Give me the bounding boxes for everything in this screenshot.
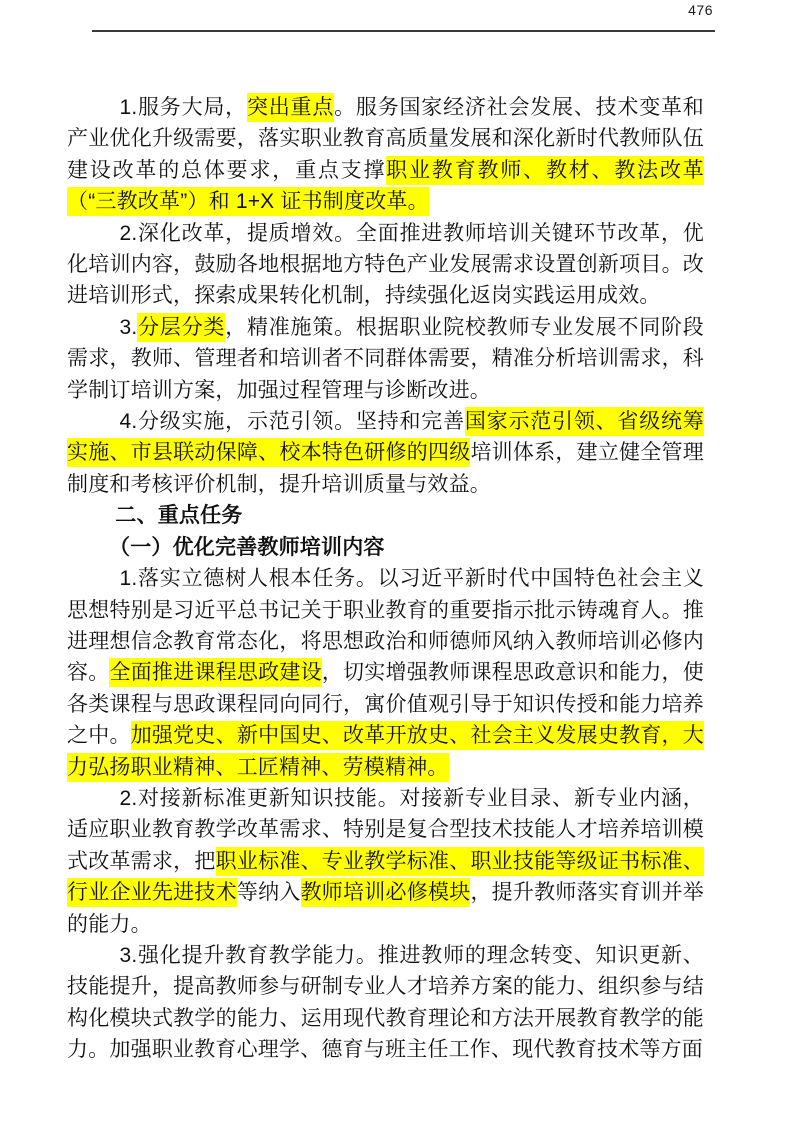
- text-run: 1.服务大局，: [119, 96, 247, 119]
- paragraph: [67, 783, 704, 940]
- highlighted-text: 国家示范引领、省级统筹实施、市县联动保障、校本特色研修的四级: [67, 407, 704, 467]
- paragraph: [67, 312, 704, 406]
- text-run: 3.: [119, 315, 138, 339]
- paragraph: [67, 563, 704, 783]
- text-run: 。服务国家经济社会发展、技术变革和产业优化升级需要，落实职业教育高质量发展和深化新时代教师队伍建设改革的总体要求，重点支撑: [67, 96, 704, 182]
- section-heading: 二、重点任务: [115, 504, 243, 528]
- page-header: [92, 0, 715, 33]
- text-run: ，精准施策。根据职业院校教师专业发展不同阶段需求，教师、管理者和培训者不同群体需要，精准分析培训需求，科学制订培训方案，加强过程管理与诊断改进。: [67, 315, 704, 402]
- highlighted-text: 全面推进课程思政建设: [109, 658, 321, 687]
- text-run: 2.对接新标准更新知识技能。对接新专业目录、新专业内涵，适应职业教育教学改革需求、特别是复合型技术技能人才培养培训模式改革需求，把: [67, 786, 704, 873]
- text-run: 4.分级实施，示范引领。坚持和完善: [119, 410, 465, 434]
- paragraph: [67, 92, 704, 218]
- highlighted-text: 加强党史、新中国史、改革开放史、社会主义发展史教育，大力弘扬职业精神、工匠精神、劳模精神。: [67, 721, 704, 781]
- highlighted-text: 突出重点: [247, 93, 334, 122]
- header-rule: [92, 30, 715, 32]
- text-run: 1.落实立德树人根本任务。以习近平新时代中国特色社会主义思想特别是习近平总书记关于职业教育的重要指示批示铸魂育人。推进理想信念教育常态化，将思想政治和师德师风纳入教师培训必修内容。: [67, 567, 704, 685]
- text-run: 等纳入: [236, 881, 301, 905]
- highlighted-text: 分层分类: [137, 313, 225, 342]
- text-run: 培训体系，建立健全管理制度和考核评价机制，提升培训质量与效益。: [67, 441, 704, 496]
- document-body: [67, 92, 704, 1066]
- highlighted-text: 职业标准、专业教学标准、职业技能等级证书标准、行业企业先进技术: [67, 847, 704, 907]
- page-number: 476: [688, 2, 713, 18]
- paragraph: [67, 218, 704, 312]
- text-run: ，切实增强教师课程思政意识和能力，使各类课程与思政课程同向同行，寓价值观引导于知识传授和能力培养之中。: [67, 661, 704, 748]
- text-run: 2.深化改革，提质增效。全面推进教师培训关键环节改革，优化培训内容，鼓励各地根据地方特色产业发展需求设置创新项目。改进培训形式，探索成果转化机制，持续强化返岗实践运用成效。: [67, 221, 704, 308]
- highlighted-text: 职业教育教师、教材、教法改革（“三教改革”）和 1+X 证书制度改革。: [67, 156, 704, 216]
- text-run: ，提升教师落实育训并举的能力。: [67, 881, 704, 936]
- highlighted-text: 教师培训必修模块: [301, 878, 471, 907]
- subsection-heading: （一）优化完善教师培训内容: [109, 535, 385, 559]
- paragraph: [67, 940, 704, 1066]
- paragraph: [67, 406, 704, 500]
- text-run: 3.强化提升教育教学能力。推进教师的理念转变、知识更新、技能提升，提高教师参与研制专业人才培养方案的能力、组织参与结构化模块式教学的能力、运用现代教育理论和方法开展教育教学的能力。加强职业教育心理学、德育与班主任工作、现代教育技术等方面: [67, 943, 704, 1062]
